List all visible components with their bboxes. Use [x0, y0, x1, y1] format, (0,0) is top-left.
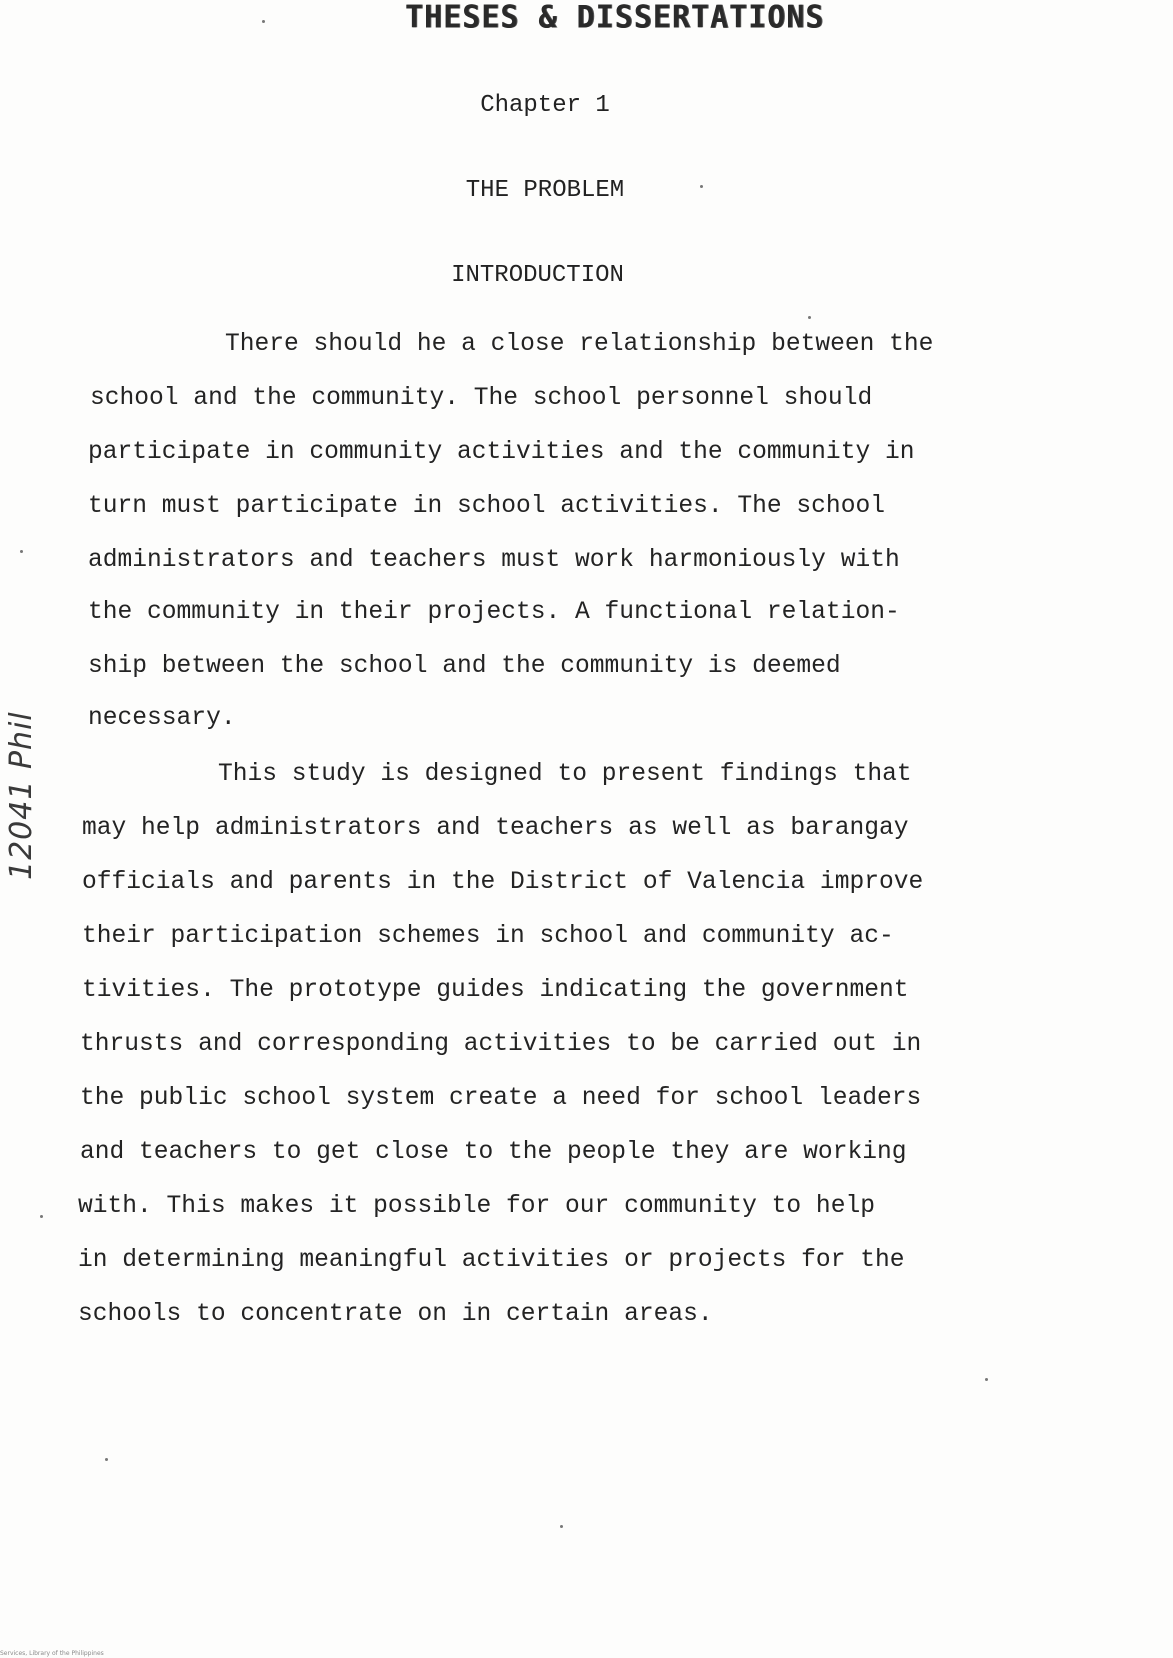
paragraph1-line: the community in their projects. A functional relation-: [88, 599, 900, 626]
scan-speck: [105, 1458, 108, 1461]
paragraph2-line: officials and parents in the District of Valencia improve: [82, 869, 924, 896]
scan-speck: [40, 1215, 43, 1218]
paragraph2-line: with. This makes it possible for our community to help: [78, 1193, 875, 1220]
paragraph2-line: schools to concentrate on in certain areas.: [78, 1301, 713, 1328]
paragraph1-line: school and the community. The school personnel should: [90, 385, 873, 412]
paragraph1-line: necessary.: [88, 705, 236, 732]
chapter-heading: Chapter 1: [480, 92, 610, 119]
section-heading: INTRODUCTION: [451, 262, 624, 289]
paragraph2-line: thrusts and corresponding activities to be carried out in: [80, 1031, 922, 1058]
paragraph2-line: their participation schemes in school and community ac-: [82, 923, 894, 950]
paragraph1-line: administrators and teachers must work harmoniously with: [88, 547, 900, 574]
paragraph1-line: turn must participate in school activities. The school: [88, 493, 885, 520]
scan-speck: [985, 1378, 988, 1381]
scan-speck: [262, 20, 265, 23]
paragraph2-line: tivities. The prototype guides indicating the government: [82, 977, 909, 1004]
paragraph2-line: may help administrators and teachers as well as barangay: [82, 815, 909, 842]
paragraph2-line: the public school system create a need for school leaders: [80, 1085, 922, 1112]
paragraph1-line: There should he a close relationship between the: [225, 331, 934, 358]
paragraph2-line: and teachers to get close to the people they are working: [80, 1139, 907, 1166]
paragraph1-line: participate in community activities and the community in: [88, 439, 915, 466]
paragraph1-line: ship between the school and the community is deemed: [88, 653, 841, 680]
scan-speck: [808, 316, 811, 319]
scan-speck: [700, 185, 703, 188]
scan-speck: [20, 550, 23, 553]
theses-dissertations-stamp: THESES & DISSERTATIONS: [405, 0, 825, 36]
paragraph2-line: This study is designed to present findings that: [218, 761, 912, 788]
scan-speck: [560, 1525, 563, 1528]
handwritten-margin-note: 12041 Phil: [4, 711, 39, 880]
scan-footer: Services, Library of the Philippines: [0, 1650, 104, 1657]
paragraph2-line: in determining meaningful activities or projects for the: [78, 1247, 905, 1274]
problem-title: THE PROBLEM: [465, 177, 625, 204]
